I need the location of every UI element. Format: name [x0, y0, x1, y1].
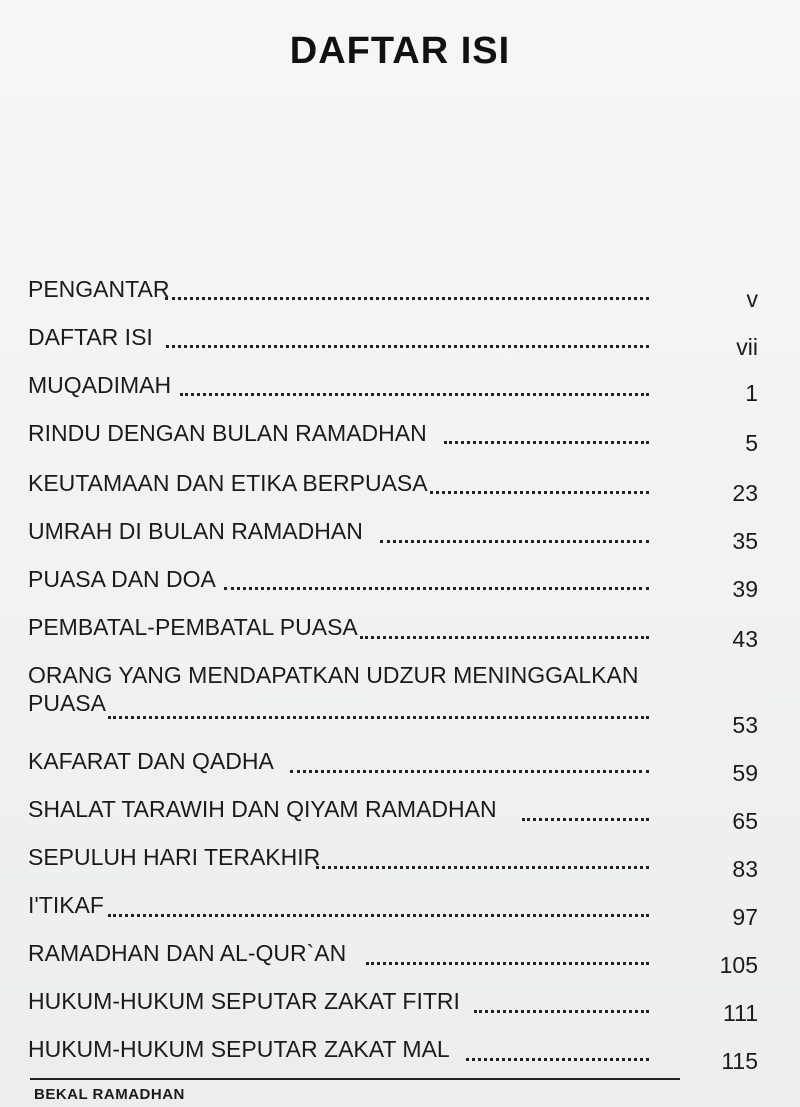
toc-page-number: 105: [719, 952, 758, 978]
toc-entry-label: RAMADHAN DAN AL-QUR`AN: [28, 940, 347, 966]
toc-page-number: v: [746, 286, 758, 312]
dot-leader: [166, 345, 649, 348]
toc-entry-label: HUKUM-HUKUM SEPUTAR ZAKAT MAL: [28, 1036, 450, 1062]
toc-entry-label: MUQADIMAH: [28, 372, 172, 398]
dot-leader: [522, 818, 649, 821]
toc-page-number: 1: [745, 380, 758, 406]
dot-leader: [380, 540, 649, 543]
dot-leader: [290, 770, 649, 773]
toc-page-number: 111: [723, 1000, 758, 1026]
toc-entry-label: HUKUM-HUKUM SEPUTAR ZAKAT FITRI: [28, 988, 460, 1014]
dot-leader: [444, 441, 649, 444]
toc-entry: [28, 370, 758, 410]
dot-leader: [224, 587, 649, 590]
toc-entry: [28, 842, 758, 882]
dot-leader: [108, 914, 649, 917]
toc-entry-label: RINDU DENGAN BULAN RAMADHAN: [28, 420, 427, 446]
toc-entry-label: KEUTAMAAN DAN ETIKA BERPUASA: [28, 470, 428, 496]
dot-leader: [108, 716, 649, 719]
toc-page-number: 35: [732, 528, 758, 554]
toc-entry-label: PUASA DAN DOA: [28, 566, 216, 592]
toc-page-number: 5: [745, 430, 758, 456]
dot-leader: [474, 1010, 649, 1013]
dot-leader: [366, 962, 649, 965]
toc-entry-label: PEMBATAL-PEMBATAL PUASA: [28, 614, 358, 640]
toc-entry: [28, 1034, 758, 1074]
toc-entry-label: KAFARAT DAN QADHA: [28, 748, 274, 774]
running-footer: BEKAL RAMADHAN: [34, 1086, 185, 1103]
dot-leader: [466, 1058, 649, 1061]
toc-page-number: vii: [736, 334, 758, 360]
toc-entry-label-line2: PUASA: [28, 690, 106, 716]
toc-entry: [28, 322, 758, 362]
toc-entry: [28, 794, 758, 834]
toc-entry-label: SHALAT TARAWIH DAN QIYAM RAMADHAN: [28, 796, 497, 822]
toc-entry: [28, 418, 758, 458]
toc-page-number: 53: [732, 712, 758, 738]
toc-entry: [28, 274, 758, 314]
toc-entry-label: I'TIKAF: [28, 892, 104, 918]
toc-entry-label: DAFTAR ISI: [28, 324, 153, 350]
toc-page-number: 23: [732, 480, 758, 506]
toc-entry: [28, 660, 758, 740]
toc-entry: [28, 468, 758, 508]
toc-entry-label: ORANG YANG MENDAPATKAN UDZUR MENINGGALKAN: [28, 662, 639, 688]
toc-entry-label: UMRAH DI BULAN RAMADHAN: [28, 518, 363, 544]
dot-leader: [165, 297, 649, 300]
toc-entry: [28, 516, 758, 556]
toc-entry: [28, 986, 758, 1026]
page-title: DAFTAR ISI: [289, 30, 511, 72]
dot-leader: [360, 636, 649, 639]
toc-entry: [28, 612, 758, 652]
toc-entry: [28, 890, 758, 930]
toc-page-number: 43: [732, 626, 758, 652]
dot-leader: [430, 491, 649, 494]
toc-entry: [28, 564, 758, 604]
toc-entry: [28, 938, 758, 978]
toc-page-number: 39: [732, 576, 758, 602]
toc-entry: [28, 746, 758, 786]
toc-page-number: 97: [732, 904, 758, 930]
toc-page-number: 59: [732, 760, 758, 786]
toc-entry-label: SEPULUH HARI TERAKHIR: [28, 844, 321, 870]
toc-page-number: 83: [732, 856, 758, 882]
footer-rule: [30, 1078, 680, 1080]
dot-leader: [180, 393, 649, 396]
toc-page-number: 65: [732, 808, 758, 834]
toc-page-number: 115: [721, 1048, 758, 1074]
toc-entry-label: PENGANTAR: [28, 276, 170, 302]
dot-leader: [316, 866, 649, 869]
